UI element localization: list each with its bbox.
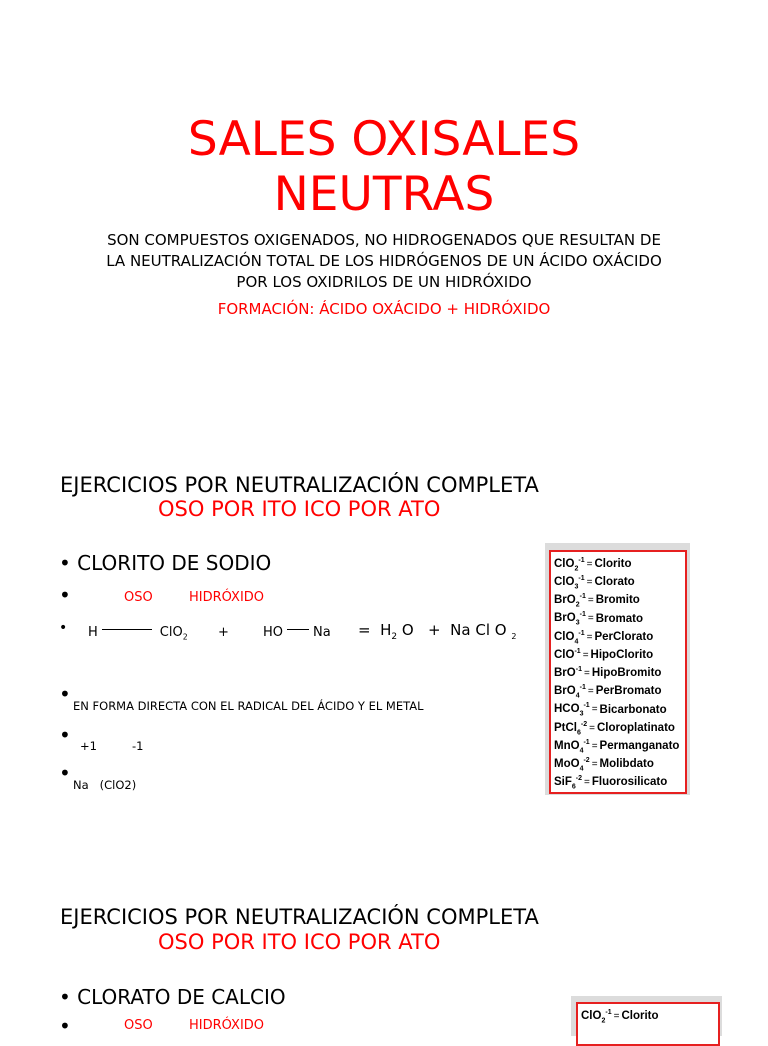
radical-formula: BrO$_4^{-1}$ (554, 684, 586, 700)
radical-name: PerClorato (594, 630, 654, 643)
radical-equals: = (586, 558, 593, 570)
radical-formula: SiF$_6^{-2}$ (554, 775, 583, 791)
radical-row (551, 625, 685, 643)
radical-name: Clorito (594, 557, 632, 570)
section1-item-title: CLORITO DE SODIO (77, 551, 272, 575)
equation-reactants (88, 625, 188, 642)
eq-ho: HO (263, 625, 284, 640)
bond-line (287, 629, 309, 630)
salt-formula: Na (ClO2) (73, 778, 137, 792)
bullet-dot: • (59, 985, 71, 1009)
bullet-dot: • (59, 583, 71, 607)
section1-hidroxido: HIDRÓXIDO (189, 590, 265, 605)
title-line-2: NEUTRAS (273, 167, 495, 222)
slide-title (0, 112, 768, 222)
radical-row (551, 679, 685, 700)
radical-name: PerBromato (595, 685, 662, 698)
radical-formula: ClO$_2^{-1}$ (581, 1009, 612, 1025)
formation-text: FORMACIÓN: ÁCIDO OXÁCIDO + HIDRÓXIDO (217, 300, 551, 318)
radical-name: Bromito (595, 594, 640, 607)
eq-water: $H_2$ O (380, 621, 414, 642)
radical-formula: $HCO_3^{-1}$ (554, 702, 590, 718)
radicals-table (576, 1002, 720, 1046)
radical-row (551, 607, 685, 625)
bullet-dot: • (59, 551, 71, 575)
radical-row (551, 752, 685, 773)
eq-clo: ClO$_2$ (159, 625, 188, 642)
section1-heading: EJERCICIOS POR NEUTRALIZACIÓN COMPLETA (60, 473, 539, 497)
radical-equals: = (591, 758, 598, 770)
section1-item (59, 551, 271, 575)
radical-name: Bromato (595, 612, 643, 625)
radical-equals: = (587, 595, 594, 607)
radical-formula: ClO$_3^{-1}$ (554, 575, 585, 591)
section2-item-title: CLORATO DE CALCIO (77, 985, 286, 1009)
radical-equals: = (591, 740, 598, 752)
eq-na: Na (313, 625, 331, 640)
radical-formula: ClO$_2^{-1}$ (554, 557, 585, 573)
radical-row (551, 661, 685, 679)
eq-h: H (88, 625, 98, 640)
radical-name: Cloroplatinato (596, 721, 675, 734)
radical-equals: = (587, 613, 594, 625)
radical-row (551, 698, 685, 716)
radical-formula: BrO$_3^{-1}$ (554, 611, 586, 627)
radical-name: Bicarbonato (599, 703, 667, 716)
bullet-dot: • (59, 620, 68, 636)
eq-plus-2: + (428, 621, 441, 639)
equation-products (358, 621, 516, 642)
section2-oso: OSO (124, 1018, 153, 1033)
radical-row (551, 770, 685, 791)
radical-formula: PtCl$_6^{-2}$ (554, 720, 588, 736)
eq-plus: + (218, 625, 229, 640)
radicals-table (549, 550, 687, 794)
radical-row (551, 570, 685, 591)
radical-equals: = (586, 577, 593, 589)
radical-equals: = (589, 722, 595, 734)
radical-equals: = (587, 686, 594, 698)
radical-equals: = (582, 649, 589, 661)
radical-name: Clorato (594, 576, 635, 589)
eq-equals: = (358, 621, 371, 639)
radical-formula: ClO$_4^{-1}$ (554, 629, 585, 645)
section1-direct-note: EN FORMA DIRECTA CON EL RADICAL DEL ÁCIDO Y EL METAL (73, 699, 424, 713)
section2-subheading: OSO POR ITO ICO POR ATO (158, 930, 441, 954)
radical-row (578, 1004, 718, 1025)
radical-name: HipoBromito (591, 666, 662, 679)
section2-heading: EJERCICIOS POR NEUTRALIZACIÓN COMPLETA (60, 905, 539, 929)
radical-row (551, 588, 685, 609)
radical-equals: = (586, 631, 593, 643)
radical-equals: = (584, 777, 590, 789)
charge-positive: +1 (80, 739, 97, 753)
bullet-dot: • (59, 682, 71, 706)
definition-text: SON COMPUESTOS OXIGENADOS, NO HIDROGENADOS QUE RESULTAN DE LA NEUTRALIZACIÓN TOTAL DE LOS HIDRÓGENOS DE UN ÁCIDO OXÁCIDO POR LOS OXIDRILOS DE UN HIDRÓXIDO (106, 231, 662, 291)
radical-name: Fluorosilicato (591, 776, 668, 789)
section2-item (59, 985, 286, 1009)
section1-oso: OSO (124, 590, 153, 605)
radical-formula: BrO$^{-1}$ (554, 666, 582, 679)
radical-name: Clorito (621, 1009, 659, 1022)
bullet-dot: • (59, 761, 71, 785)
radical-row (551, 643, 685, 661)
radical-row (551, 552, 685, 573)
radical-name: Permanganato (599, 739, 680, 752)
eq-salt: Na Cl O $_2$ (450, 621, 517, 641)
radical-formula: MoO$_4^{-2}$ (554, 757, 590, 773)
title-line-1: SALES OXISALES (187, 112, 581, 167)
radical-formula: MnO$_4^{-1}$ (554, 738, 590, 754)
section2-hidroxido: HIDRÓXIDO (189, 1018, 265, 1033)
charge-negative: -1 (132, 739, 144, 753)
equation-base (263, 625, 331, 640)
radical-equals: = (583, 667, 590, 679)
radical-name: HipoClorito (590, 648, 654, 661)
bullet-dot: • (59, 723, 71, 747)
bond-line (102, 629, 152, 630)
radical-equals: = (613, 1010, 620, 1022)
radical-name: Molibdato (599, 757, 654, 770)
bullet-dot: • (59, 1014, 71, 1038)
section1-subheading: OSO POR ITO ICO POR ATO (158, 497, 441, 521)
radical-row (551, 716, 685, 734)
radical-formula: ClO$^{-1}$ (554, 647, 581, 661)
radical-formula: BrO$_2^{-1}$ (554, 593, 586, 609)
radical-equals: = (591, 704, 598, 716)
radical-row (551, 734, 685, 752)
